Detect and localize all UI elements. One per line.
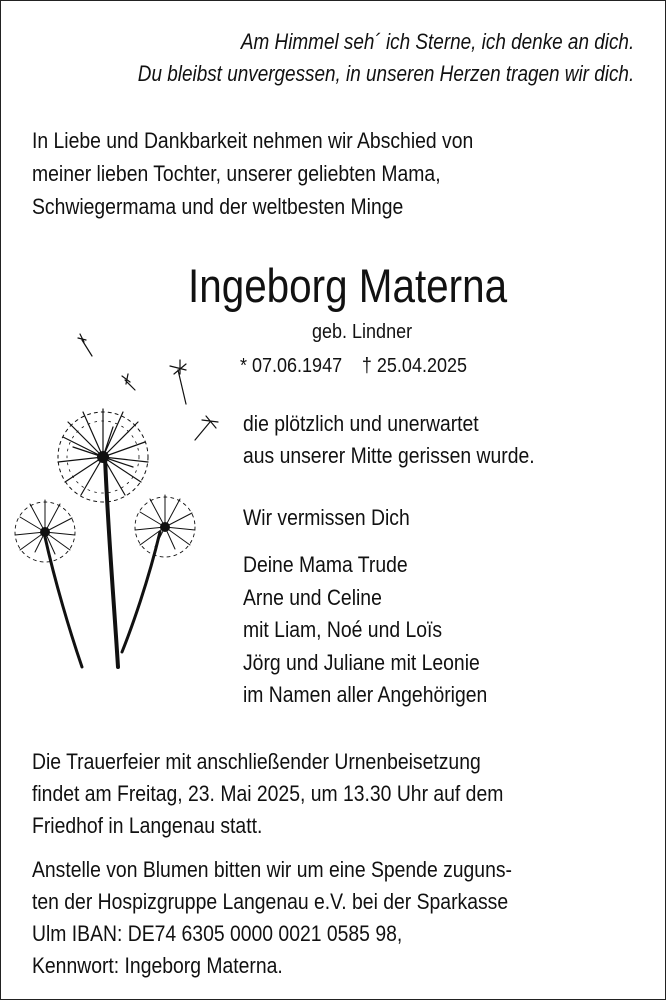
death-date: † 25.04.2025 (361, 355, 467, 377)
service-line: Die Trauerfeier mit anschließender Urnenbeisetzung (32, 749, 481, 774)
life-dates (240, 352, 467, 380)
family-member: Deine Mama Trude (243, 552, 408, 577)
intro-line: Schwiegermama und der weltbesten Minge (32, 194, 404, 219)
service-line: Friedhof in Langenau statt. (32, 813, 263, 838)
family-member: Jörg und Juliane mit Leonie (243, 649, 480, 675)
sudden-line: die plötzlich und unerwartet (243, 411, 479, 436)
family-member: mit Liam, Noé und Loïs (243, 617, 443, 642)
miss-you-text: Wir vermissen Dich (243, 505, 410, 530)
quote-line: Am Himmel seh´ ich Sterne, ich denke an dich. (240, 29, 635, 54)
service-info (32, 746, 503, 842)
sudden-death-text (243, 408, 535, 472)
service-line: findet am Freitag, 23. Mai 2025, um 13.30 Uhr auf dem (32, 781, 504, 806)
quote-line: Du bleibst unvergessen, in unseren Herzen tragen wir dich. (137, 61, 634, 86)
donation-line: ten der Hospizgruppe Langenau e.V. bei der Sparkasse (32, 889, 509, 914)
donation-line: Kennwort: Ingeborg Materna. (32, 953, 283, 978)
intro-line: meiner lieben Tochter, unserer geliebten Mama, (32, 161, 441, 186)
donation-line: Ulm IBAN: DE74 6305 0000 0021 0585 98, (32, 921, 403, 946)
sudden-line: aus unserer Mitte gerissen wurde. (243, 443, 535, 468)
family-list (243, 549, 487, 712)
family-member: Arne und Celine (243, 584, 382, 610)
intro-line: In Liebe und Dankbarkeit nehmen wir Abschied von (32, 128, 474, 153)
deceased-name: Ingeborg Materna (188, 259, 508, 312)
donation-info (32, 854, 512, 982)
dandelion-illustration-icon (10, 332, 230, 677)
maiden-name: geb. Lindner (312, 321, 413, 343)
birth-date: * 07.06.1947 (240, 355, 343, 377)
family-member: im Namen aller Angehörigen (243, 682, 488, 707)
quote-block (138, 26, 634, 90)
donation-line: Anstelle von Blumen bitten wir um eine Spende zuguns- (32, 857, 512, 882)
intro-text (32, 124, 473, 223)
